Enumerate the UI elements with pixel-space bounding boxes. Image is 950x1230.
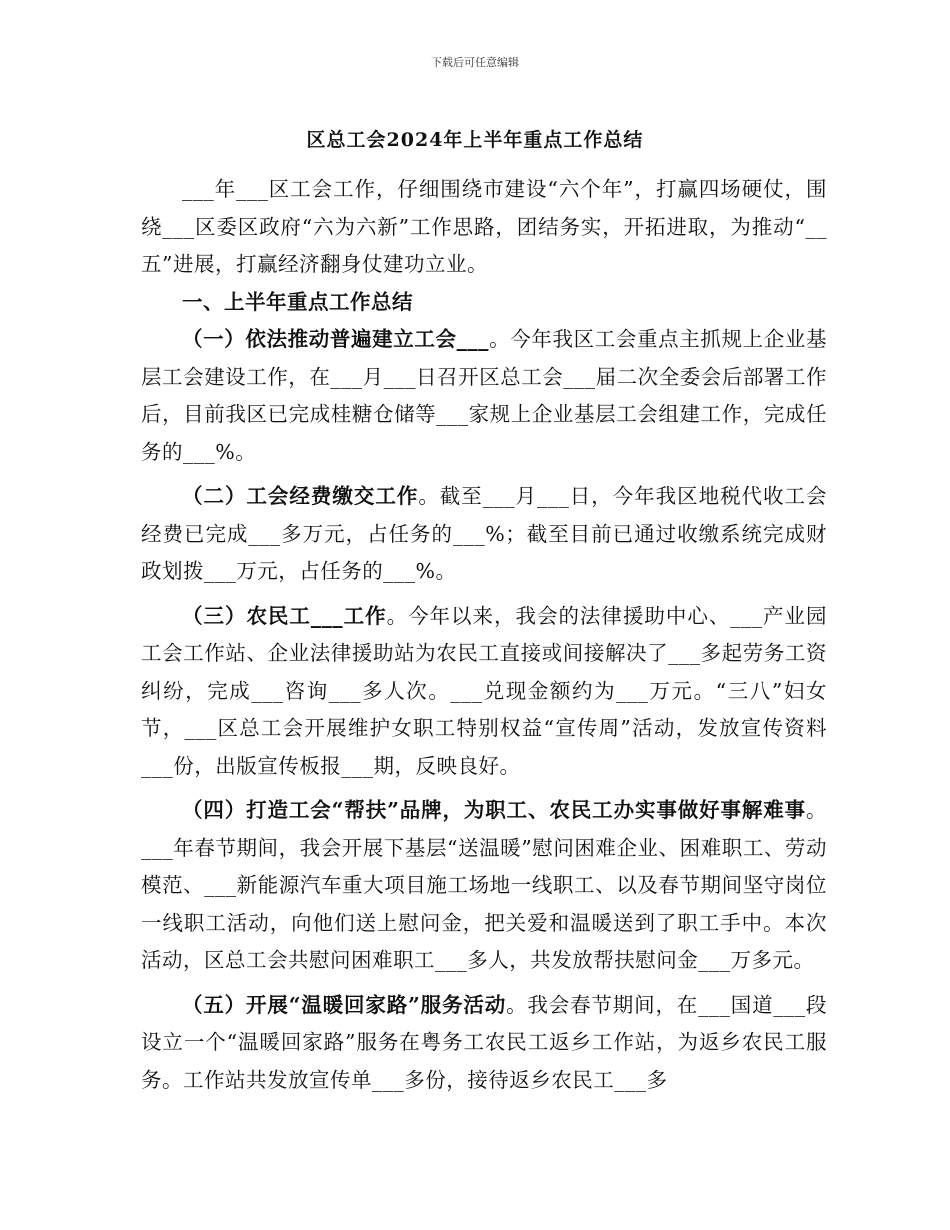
paragraph-item-4 <box>141 792 827 980</box>
item-text: 。今年以来，我会的法律援助中心、___产业园工会工作站、企业法律援助站为农民工直接或间接解决了___多起劳务工资纠纷，完成___咨询___多人次。___兑现金额约为___万元。“三八”妇女节，___区总工会开展维护女职工特别权益“宣传周”活动，发放宣传资料___份，出版宣传板报___期，反映良好。 <box>141 603 828 778</box>
item-lead: （一）依法推动普遍建立工会___ <box>182 327 489 351</box>
item-text: 。今年我区工会重点主抓规上企业基层工会建设工作，在___月___日召开区总工会___届二次全委会后部署工作后，目前我区已完成桂糖仓储等___家规上企业基层工会组建工作，完成任务的___%。 <box>141 327 828 464</box>
intro-paragraph: ___年___区工会工作，仔细围绕市建设“六个年”，打赢四场硬仗，围绕___区委区政府“六为六新”工作思路，团结务实，开拓进取，为推动“__五”进展，打赢经济翻身仗建功立业。 <box>141 177 827 276</box>
paragraph-item-5 <box>141 987 827 1100</box>
item-text: 。___年春节期间，我会开展下基层“送温暖”慰问困难企业、困难职工、劳动模范、___新能源汽车重大项目施工场地一线职工、以及春节期间坚守岗位一线职工活动，向他们送上慰问金，把关爱和温暖送到了职工手中。本次活动，区总工会共慰问困难职工___多人，共发放帮扶慰问金___万多元。 <box>141 798 827 972</box>
paragraph-item-1 <box>141 321 827 471</box>
item-lead: （三）农民工___工作 <box>182 603 387 628</box>
item-text: 。我会春节期间，在___国道___段设立一个“温暖回家路”服务在粤务工农民工返乡工作站，为返乡农民工服务。工作站共发放宣传单___多份，接待返乡农民工___多 <box>141 992 828 1092</box>
paragraph-item-2 <box>141 478 827 591</box>
item-lead: （五）开展“温暖回家路”服务活动 <box>182 992 507 1017</box>
item-lead: （四）打造工会“帮扶”品牌，为职工、农民工办实事做好事解难事 <box>182 798 806 822</box>
paragraph-item-3 <box>141 598 827 786</box>
header-note: 下载后可任意编辑 <box>431 56 519 69</box>
item-text: 。截至___月___日，今年我区地税代收工会经费已完成___多万元，占任务的___%；截至目前已通过收缴系统完成财政划拨___万元，占任务的___%。 <box>141 484 828 583</box>
document-body <box>141 171 827 1099</box>
section-heading: 一、上半年重点工作总结 <box>182 289 413 314</box>
item-lead: （二）工会经费缴交工作 <box>182 484 419 508</box>
document-title: 区总工会2024年上半年重点工作总结 <box>306 129 644 151</box>
